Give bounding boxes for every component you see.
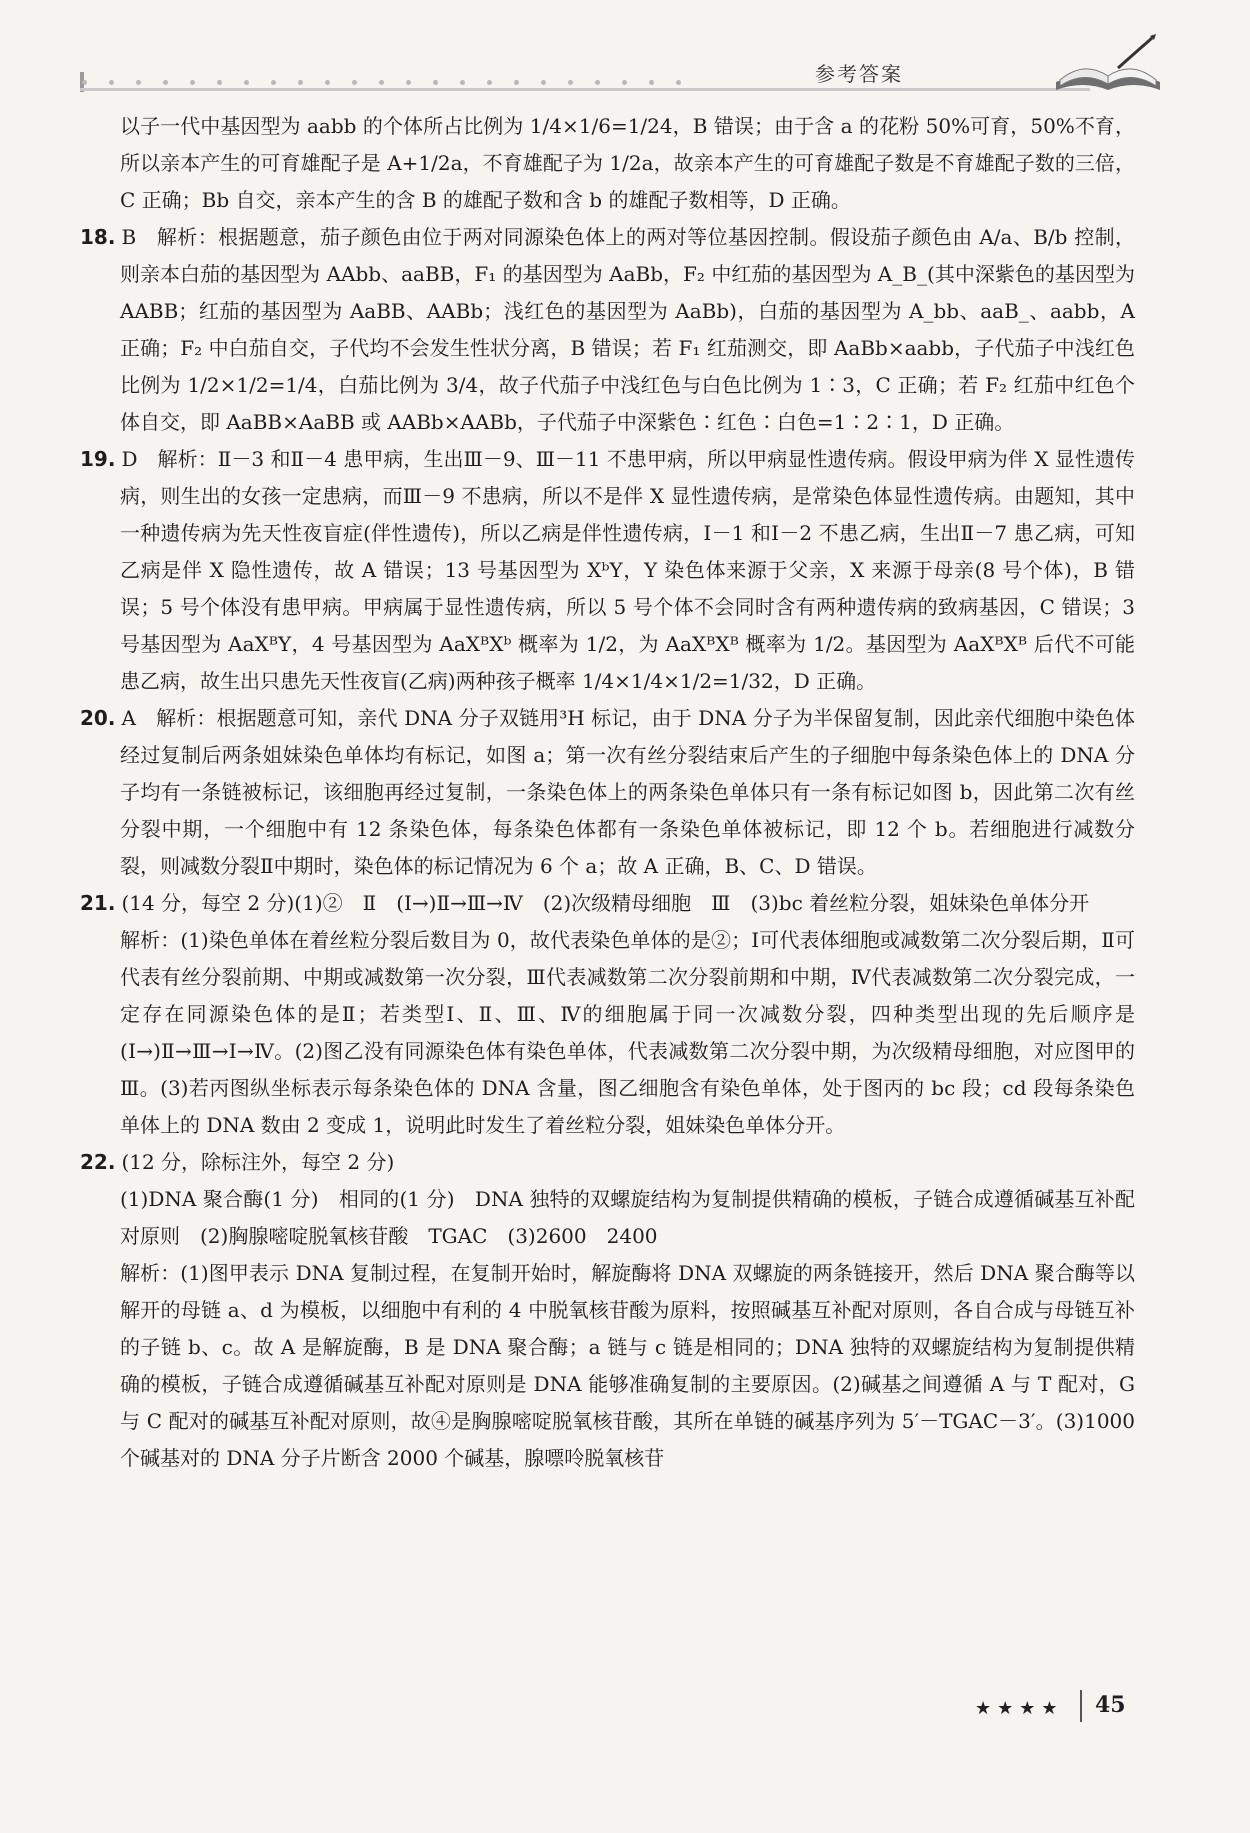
footer-separator <box>1080 1690 1082 1722</box>
answer-22-text: (12 分，除标注外，每空 2 分) <box>121 1150 395 1174</box>
header-title: 参考答案 <box>815 62 903 86</box>
page-header <box>0 0 1250 110</box>
header-dots <box>82 72 802 88</box>
answer-20-text: A 解析：根据题意可知，亲代 DNA 分子双链用³H 标记，由于 DNA 分子为半保留复制，因此亲代细胞中染色体经过复制后两条姐妹染色单体均有标记，如图 a；第一次有丝分裂结束后产生的子细胞中每条染色体上的 DNA 分子均有一条链被标记，该细胞再经过复制，一条染色体上的两条染色单体只有一条有标记如图 b，因此第二次有丝分裂中期，一个细胞中有 12 条染色体，每条染色体都有一条染色单体被标记，即 12 个 b。若细胞进行减数分裂，则减数分裂Ⅱ中期时，染色体的标记情况为 6 个 a；故 A 正确，B、C、D 错误。 <box>120 706 1135 878</box>
book-icon <box>1048 32 1168 102</box>
answer-20 <box>80 700 1135 885</box>
answer-21-analysis <box>120 922 1135 1144</box>
answer-19 <box>80 441 1135 700</box>
answer-18-text: B 解析：根据题意，茄子颜色由位于两对同源染色体上的两对等位基因控制。假设茄子颜色由 A/a、B/b 控制，则亲本白茄的基因型为 AAbb、aaBB，F₁ 的基因型为 AaBb，F₂ 中红茄的基因型为 A_B_(其中深紫色的基因型为 AABB；红茄的基因型为 AaBB、AABb；浅红色的基因型为 AaBb)，白茄的基因型为 A_bb、aaB_、aabb，A 正确；F₂ 中白茄自交，子代均不会发生性状分离，B 错误；若 F₁ 红茄测交，即 AaBb×aabb，子代茄子中浅红色比例为 1/2×1/2=1/4，白茄比例为 3/4，故子代茄子中浅红色与白色比例为 1∶3，C 正确；若 F₂ 红茄中红色个体自交，即 AaBB×AaBB 或 AABb×AABb，子代茄子中深紫色∶红色∶白色=1∶2∶1，D 正确。 <box>120 225 1135 434</box>
answer-content <box>80 108 1135 1477</box>
answer-20-number: 20. <box>80 706 116 730</box>
answer-21 <box>80 885 1135 922</box>
difficulty-stars: ★★★★ <box>975 1698 1064 1719</box>
answer-22-answers <box>120 1181 1135 1255</box>
answer-18 <box>80 219 1135 441</box>
answer-21-number: 21. <box>80 891 116 915</box>
paragraph-0 <box>120 108 1135 219</box>
answer-22-answers-text: (1)DNA 聚合酶(1 分) 相同的(1 分) DNA 独特的双螺旋结构为复制提供精确的模板，子链合成遵循碱基互补配对原则 (2)胸腺嘧啶脱氧核苷酸 TGAC (3)2600 2400 <box>120 1187 1135 1248</box>
answer-22 <box>80 1144 1135 1181</box>
answer-21-analysis-text: 解析：(1)染色单体在着丝粒分裂后数目为 0，故代表染色单体的是②；Ⅰ可代表体细胞或减数第二次分裂后期，Ⅱ可代表有丝分裂前期、中期或减数第一次分裂，Ⅲ代表减数第二次分裂前期和中期，Ⅳ代表减数第二次分裂完成，一定存在同源染色体的是Ⅱ；若类型Ⅰ、Ⅱ、Ⅲ、Ⅳ的细胞属于同一次减数分裂，四种类型出现的先后顺序是(Ⅰ→)Ⅱ→Ⅲ→Ⅰ→Ⅳ。(2)图乙没有同源染色体有染色单体，代表减数第二次分裂中期，为次级精母细胞，对应图甲的Ⅲ。(3)若丙图纵坐标表示每条染色体的 DNA 含量，图乙细胞含有染色单体，处于图丙的 bc 段；cd 段每条染色单体上的 DNA 数由 2 变成 1，说明此时发生了着丝粒分裂，姐妹染色单体分开。 <box>120 928 1135 1137</box>
answer-21-text: (14 分，每空 2 分)(1)② Ⅱ (Ⅰ→)Ⅱ→Ⅲ→Ⅳ (2)次级精母细胞 Ⅲ (3)bc 着丝粒分裂，姐妹染色单体分开 <box>121 891 1090 915</box>
answer-18-number: 18. <box>80 225 116 249</box>
header-rule <box>80 88 1090 91</box>
answer-22-analysis-text: 解析：(1)图甲表示 DNA 复制过程，在复制开始时，解旋酶将 DNA 双螺旋的两条链接开，然后 DNA 聚合酶等以解开的母链 a、d 为模板，以细胞中有利的 4 中脱氧核苷酸为原料，按照碱基互补配对原则，各自合成与母链互补的子链 b、c。故 A 是解旋酶，B 是 DNA 聚合酶；a 链与 c 链是相同的；DNA 独特的双螺旋结构为复制提供精确的模板，子链合成遵循碱基互补配对原则是 DNA 能够准确复制的主要原因。(2)碱基之间遵循 A 与 T 配对，G 与 C 配对的碱基互补配对原则，故④是胸腺嘧啶脱氧核苷酸，其所在单链的碱基序列为 5′－TGAC－3′。(3)1000 个碱基对的 DNA 分子片断含 2000 个碱基，腺嘌呤脱氧核苷 <box>120 1261 1135 1470</box>
answer-22-number: 22. <box>80 1150 116 1174</box>
answer-19-number: 19. <box>80 447 116 471</box>
answer-19-text: D 解析：Ⅱ－3 和Ⅱ－4 患甲病，生出Ⅲ－9、Ⅲ－11 不患甲病，所以甲病显性遗传病。假设甲病为伴 X 显性遗传病，则生出的女孩一定患病，而Ⅲ－9 不患病，所以不是伴 X 显性遗传病，是常染色体显性遗传病。由题知，其中一种遗传病为先天性夜盲症(伴性遗传)，所以乙病是伴性遗传病，Ⅰ－1 和Ⅰ－2 不患乙病，生出Ⅱ－7 患乙病，可知乙病是伴 X 隐性遗传，故 A 错误；13 号基因型为 XᵇY，Y 染色体来源于父亲，X 来源于母亲(8 号个体)，B 错误；5 号个体没有患甲病。甲病属于显性遗传病，所以 5 号个体不会同时含有两种遗传病的致病基因，C 错误；3 号基因型为 AaXᴮY，4 号基因型为 AaXᴮXᵇ 概率为 1/2，为 AaXᴮXᴮ 概率为 1/2。基因型为 AaXᴮXᴮ 后代不可能患乙病，故生出只患先天性夜盲(乙病)两种孩子概率 1/4×1/4×1/2=1/32，D 正确。 <box>120 447 1135 693</box>
paragraph-0-text: 以子一代中基因型为 aabb 的个体所占比例为 1/4×1/6=1/24，B 错误；由于含 a 的花粉 50%可育，50%不育，所以亲本产生的可育雄配子是 A+1/2a，不育雄配子为 1/2a，故亲本产生的可育雄配子数是不育雄配子数的三倍，C 正确；Bb 自交，亲本产生的含 B 的雄配子数和含 b 的雄配子数相等，D 正确。 <box>120 114 1135 212</box>
answer-22-analysis <box>120 1255 1135 1477</box>
page-number: 45 <box>1095 1692 1126 1718</box>
